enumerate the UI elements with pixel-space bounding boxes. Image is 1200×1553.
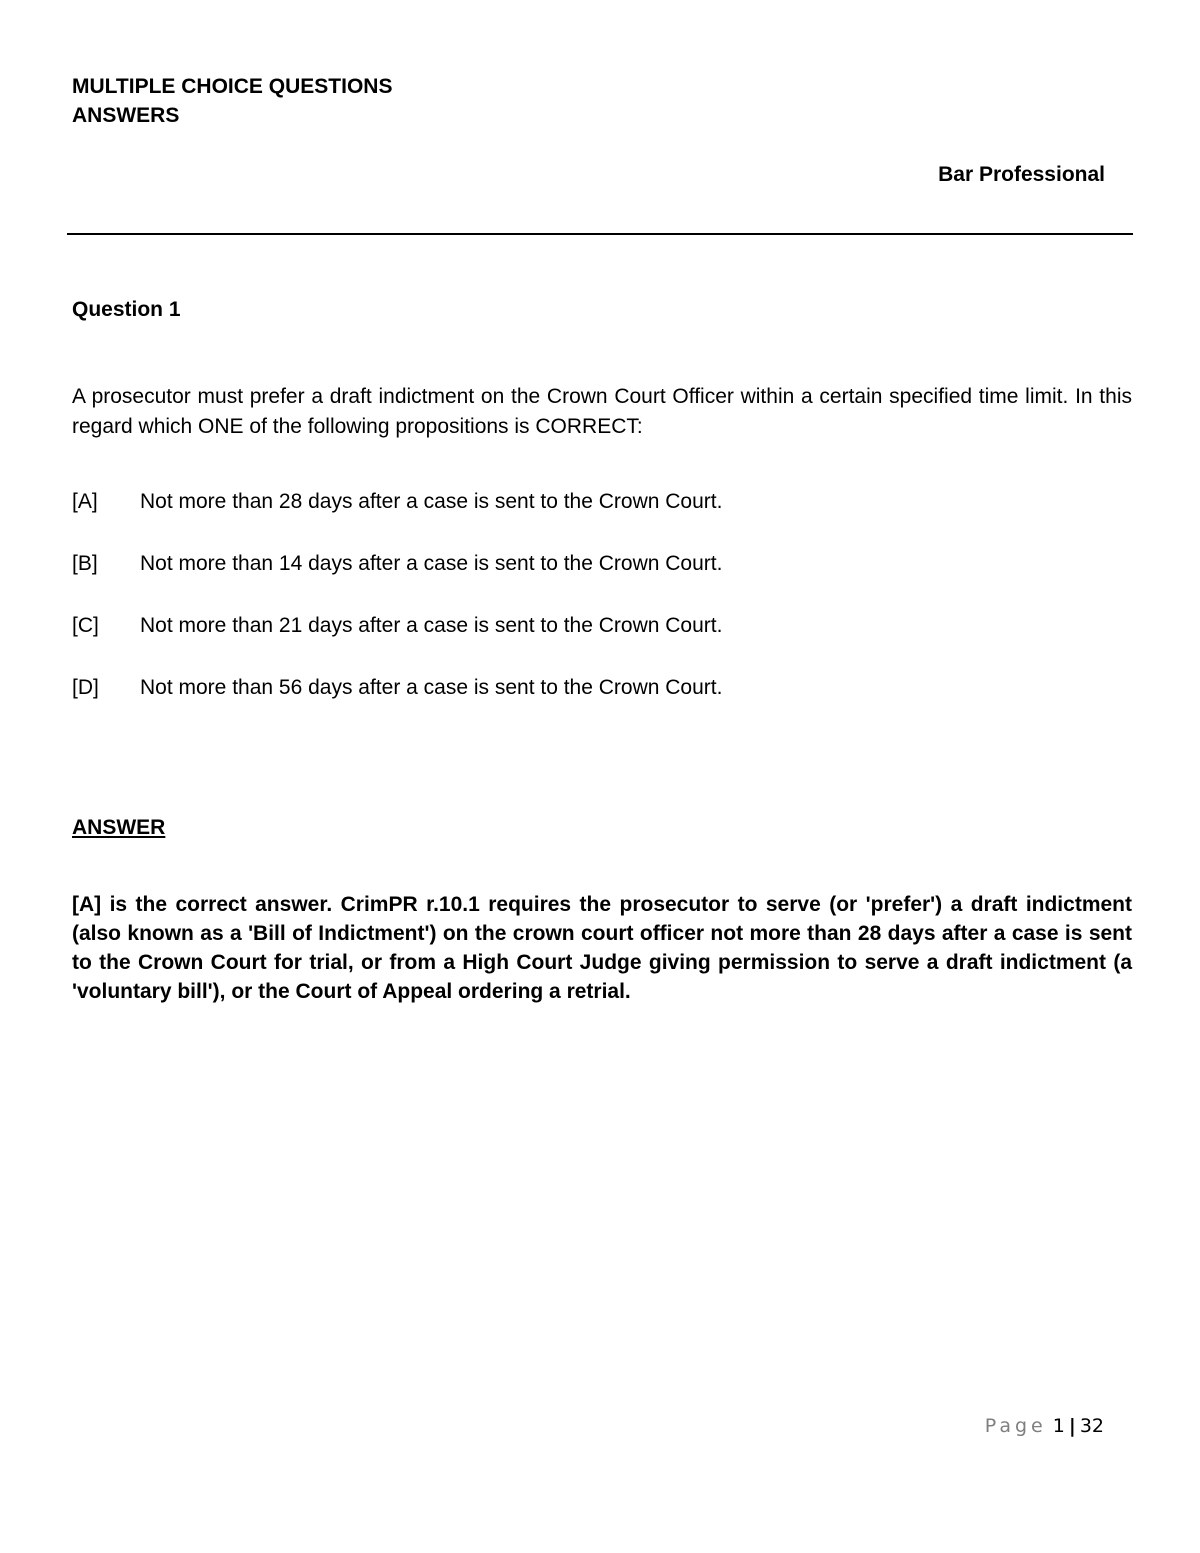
answer-explanation: [A] is the correct answer. CrimPR r.10.1 requires the prosecutor to serve (or 'prefer') a draft indictment (also known as a 'Bill of Indictment') on the crown court officer not more than 28 days after a case is sent to the Crown Court for trial, or from a High Court Judge giving permission to serve a draft indictment (a 'voluntary bill'), or the Court of Appeal ordering a retrial. xyxy=(72,893,1132,1003)
page-number: 1 xyxy=(1052,1415,1065,1437)
option-d xyxy=(72,673,1132,735)
page-separator: | xyxy=(1068,1415,1076,1437)
header-divider xyxy=(67,233,1133,235)
answer-options xyxy=(72,487,1132,735)
question-text: A prosecutor must prefer a draft indictment on the Crown Court Officer within a certain specified time limit. In this regard which ONE of the following propositions is CORRECT: xyxy=(72,385,1132,438)
option-key: [A] xyxy=(72,490,98,513)
option-a xyxy=(72,487,1132,549)
total-pages: 32 xyxy=(1079,1415,1104,1437)
option-key: [B] xyxy=(72,552,98,575)
option-text: Not more than 56 days after a case is sent to the Crown Court. xyxy=(140,676,723,699)
option-text: Not more than 21 days after a case is sent to the Crown Court. xyxy=(140,614,723,637)
title-line-1: MULTIPLE CHOICE QUESTIONS xyxy=(72,75,393,98)
document-title xyxy=(72,72,392,130)
option-key: [D] xyxy=(72,676,99,699)
page-label: Page xyxy=(984,1415,1047,1437)
option-key: [C] xyxy=(72,614,99,637)
page-footer xyxy=(985,1412,1104,1440)
option-text: Not more than 28 days after a case is sent to the Crown Court. xyxy=(140,490,723,513)
question-heading: Question 1 xyxy=(72,298,181,321)
title-line-2: ANSWERS xyxy=(72,104,180,127)
header-label: Bar Professional xyxy=(938,163,1105,186)
answer-heading: ANSWER xyxy=(72,816,166,839)
option-b xyxy=(72,549,1132,611)
option-text: Not more than 14 days after a case is sent to the Crown Court. xyxy=(140,552,723,575)
option-c xyxy=(72,611,1132,673)
